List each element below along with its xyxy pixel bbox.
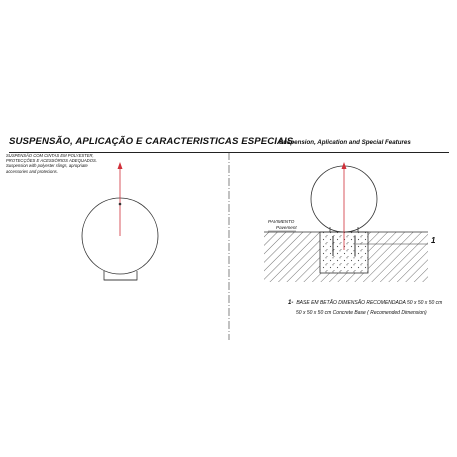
note-line: SUSPENSÃO COM CINTAS EM POLYESTER, xyxy=(6,153,94,158)
pavement-label: PAVIMENTO xyxy=(268,219,295,224)
suspended-globe xyxy=(82,162,158,280)
pavement-label-en: Pavement xyxy=(276,225,297,230)
sling-anchor xyxy=(119,203,122,206)
callout-number: 1 xyxy=(431,236,436,245)
suspension-arrow-icon xyxy=(118,162,123,169)
note-line: accessories and protecions. xyxy=(6,168,58,174)
legend-line-2: 50 x 50 x 50 cm Concrete Base ( Recomended Dimension) xyxy=(296,310,427,316)
legend-text-pt: BASE EM BETÃO DIMENSÃO RECOMENDADA 50 x 50 x 50 cm xyxy=(296,300,443,306)
section-title: SUSPENSÃO, APLICAÇÃO E CARACTERISTICAS ESPECIAIS xyxy=(9,136,294,147)
legend xyxy=(288,298,453,318)
note-line: Suspension with polyester slings, apropriate xyxy=(6,163,88,169)
note-line: PROTECÇÕES E ACESSÓRIOS ADEQUADOS. xyxy=(6,158,97,164)
suspension-arrow-icon xyxy=(342,162,347,169)
section-subtitle: Suspension, Aplication and Special Features xyxy=(279,139,411,146)
legend-line-1 xyxy=(288,298,453,308)
legend-number: 1- xyxy=(288,300,294,306)
